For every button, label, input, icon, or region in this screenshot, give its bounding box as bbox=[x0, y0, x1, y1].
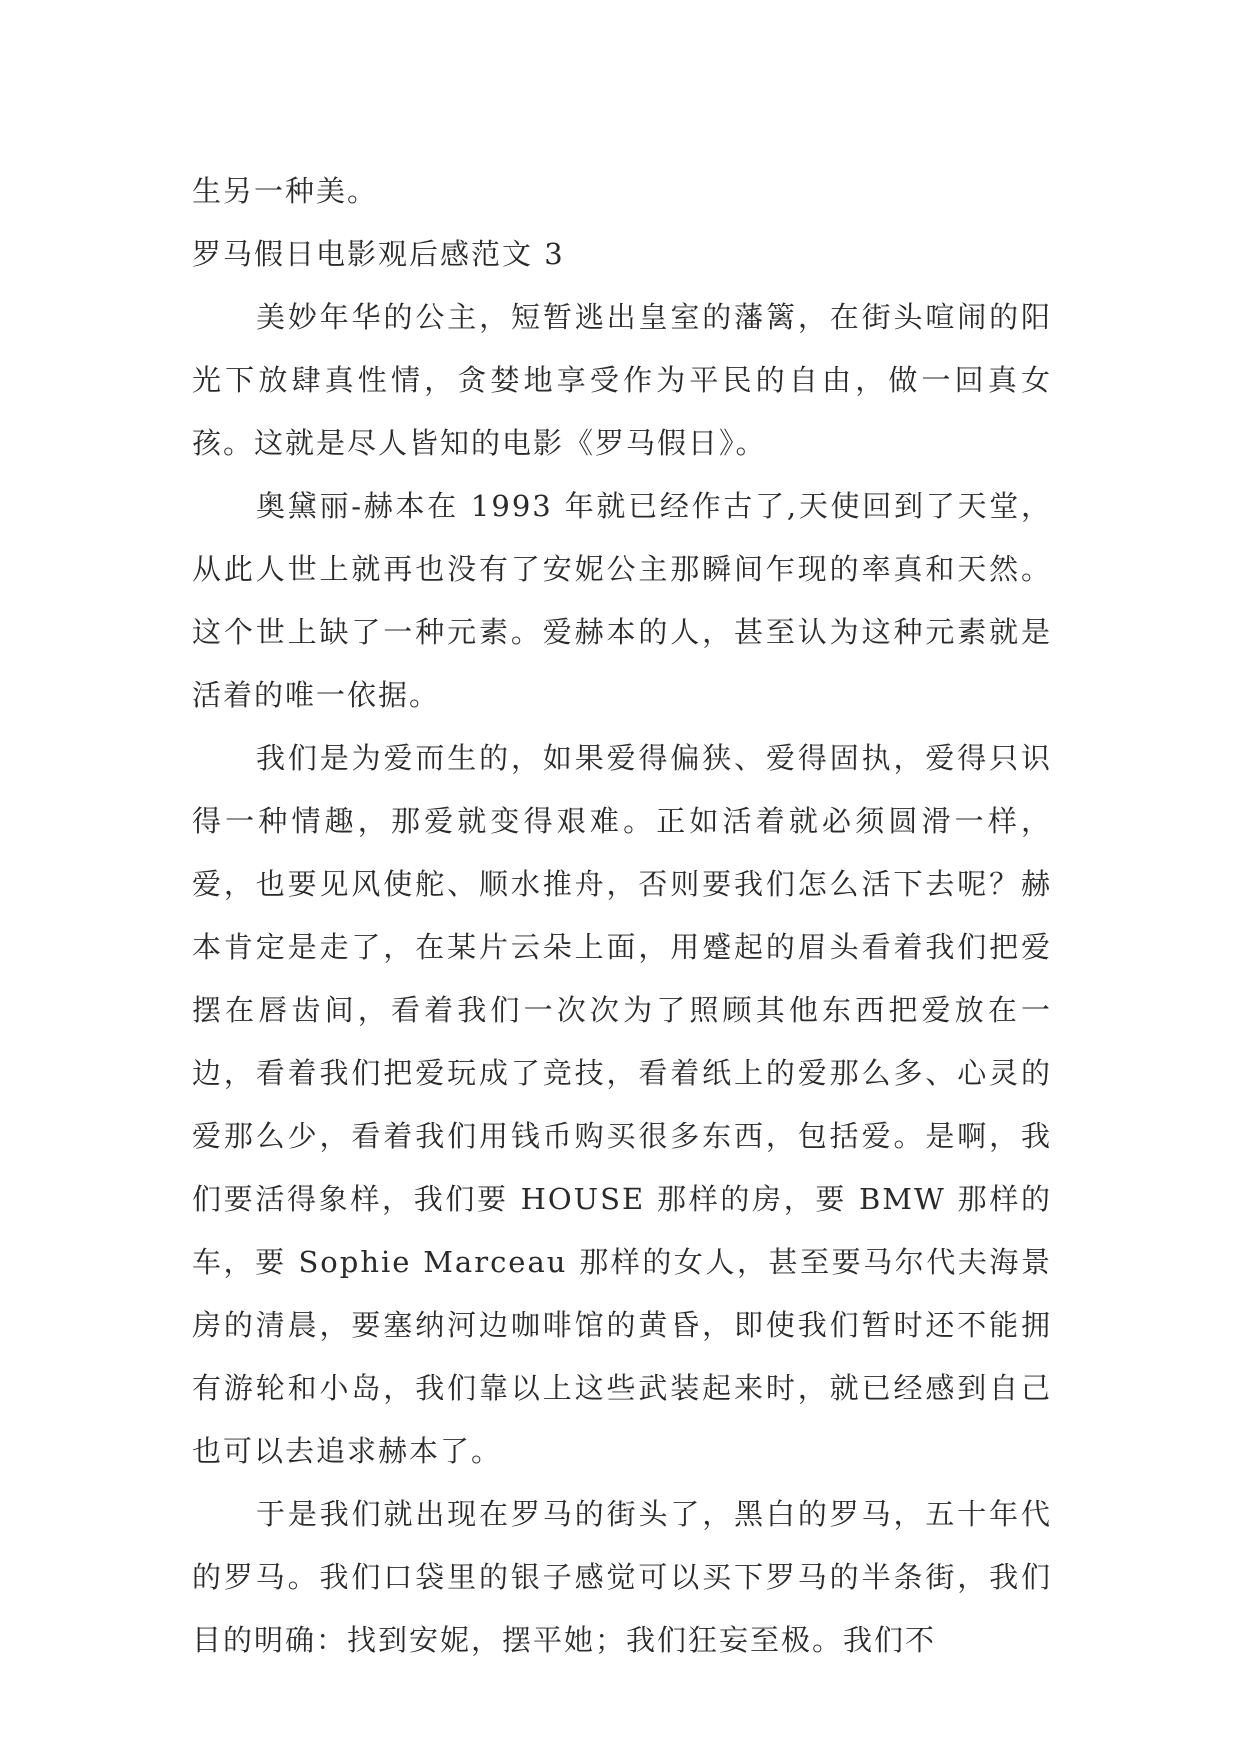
document-body bbox=[192, 160, 1052, 1672]
paragraph-1: 美妙年华的公主，短暂逃出皇室的藩篱，在街头喧闹的阳光下放肆真性情，贪婪地享受作为平民的自由，做一回真女孩。这就是尽人皆知的电影《罗马假日》。 bbox=[192, 300, 1052, 460]
continuation-text: 生另一种美。 bbox=[192, 174, 379, 208]
paragraph-4: 于是我们就出现在罗马的街头了，黑白的罗马，五十年代的罗马。我们口袋里的银子感觉可以买下罗马的半条街，我们目的明确：找到安妮，摆平她；我们狂妄至极。我们不 bbox=[192, 1497, 1052, 1657]
section-heading: 罗马假日电影观后感范文 3 bbox=[192, 237, 565, 271]
paragraph-2: 奥黛丽-赫本在 1993 年就已经作古了,天使回到了天堂，从此人世上就再也没有了安妮公主那瞬间乍现的率真和天然。这个世上缺了一种元素。爱赫本的人，甚至认为这种元素就是活着的唯一依据。 bbox=[192, 489, 1052, 712]
paragraph-3: 我们是为爱而生的，如果爱得偏狭、爱得固执，爱得只识得一种情趣，那爱就变得艰难。正如活着就必须圆滑一样，爱，也要见风使舵、顺水推舟，否则要我们怎么活下去呢？赫本肯定是走了，在某片云朵上面，用蹙起的眉头看着我们把爱摆在唇齿间，看着我们一次次为了照顾其他东西把爱放在一边，看着我们把爱玩成了竞技，看着纸上的爱那么多、心灵的爱那么少，看着我们用钱币购买很多东西，包括爱。是啊，我们要活得象样，我们要 HOUSE 那样的房，要 BMW 那样的车，要 Sophie Marceau 那样的女人，甚至要马尔代夫海景房的清晨，要塞纳河边咖啡馆的黄昏，即使我们暂时还不能拥有游轮和小岛，我们靠以上这些武装起来时，就已经感到自己也可以去追求赫本了。 bbox=[192, 741, 1052, 1468]
